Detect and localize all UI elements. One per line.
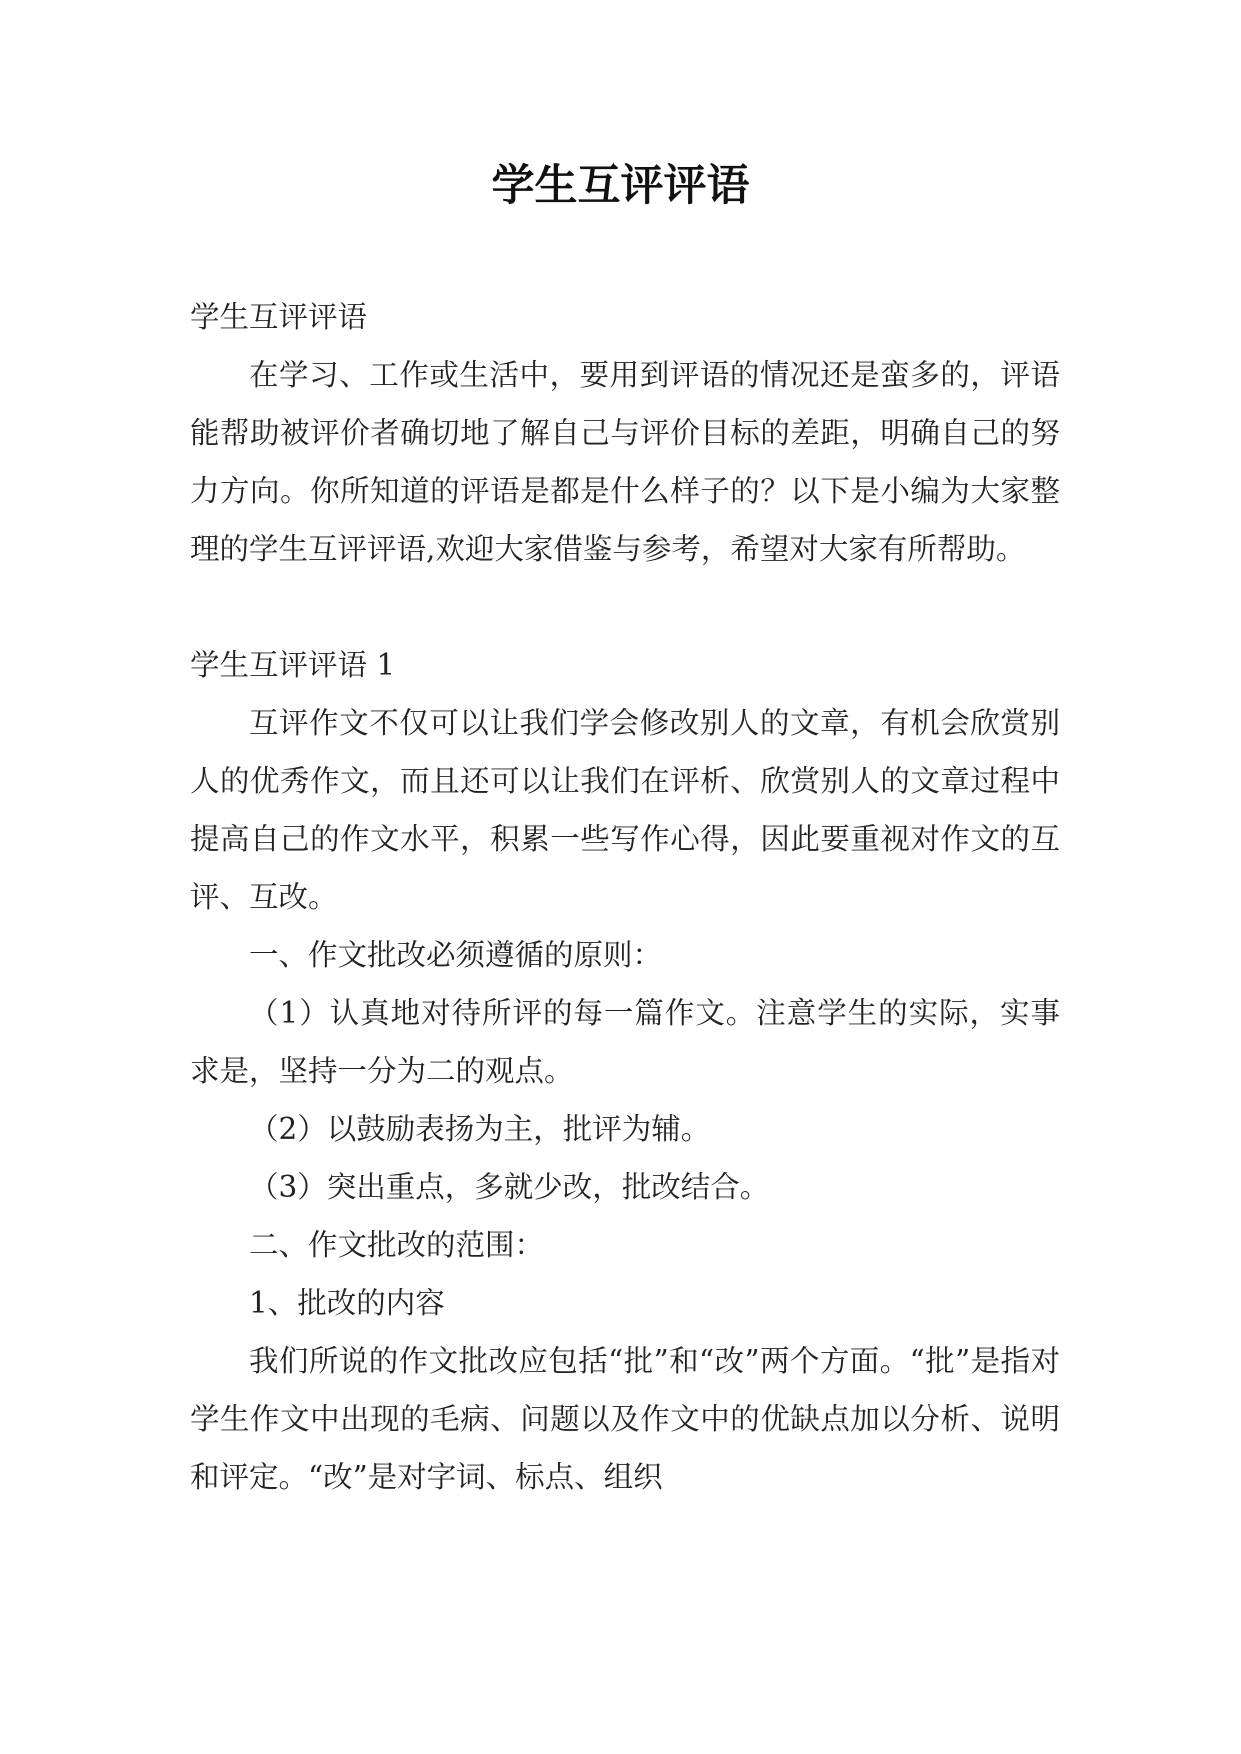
principle-3: （3）突出重点，多就少改，批改结合。 [249,1170,770,1204]
scope-item-1: 1、批改的内容 [249,1286,445,1320]
principle-1: （1）认真地对待所评的每一篇作文。注意学生的实际，实事求是，坚持一分为二的观点。 [190,996,1060,1088]
scope-paragraph: 我们所说的作文批改应包括“批”和“改”两个方面。“批”是指对学生作文中出现的毛病、问题以及作文中的优缺点加以分析、说明和评定。“改”是对字词、标点、组织 [190,1344,1060,1494]
section-1-paragraph: 互评作文不仅可以让我们学会修改别人的文章，有机会欣赏别人的优秀作文，而且还可以让我们在评析、欣赏别人的文章过程中提高自己的作文水平，积累一些写作心得，因此要重视对作文的互评、互改。 [190,706,1060,914]
scope-heading: 二、作文批改的范围： [249,1228,545,1262]
document-title: 学生互评评语 [491,161,750,211]
section-gap [190,578,1060,636]
intro-paragraph: 在学习、工作或生活中，要用到评语的情况还是蛮多的，评语能帮助被评价者确切地了解自己与评价目标的差距，明确自己的努力方向。你所知道的评语是都是什么样子的？以下是小编为大家整理的学生互评评语,欢迎大家借鉴与参考，希望对大家有所帮助。 [190,358,1060,566]
principle-2: （2）以鼓励表扬为主，批评为辅。 [249,1112,711,1146]
section-1-heading: 学生互评评语 1 [190,648,396,682]
intro-heading: 学生互评评语 [190,300,368,334]
document-body [190,288,1060,1506]
principles-heading: 一、作文批改必须遵循的原则： [249,938,663,972]
